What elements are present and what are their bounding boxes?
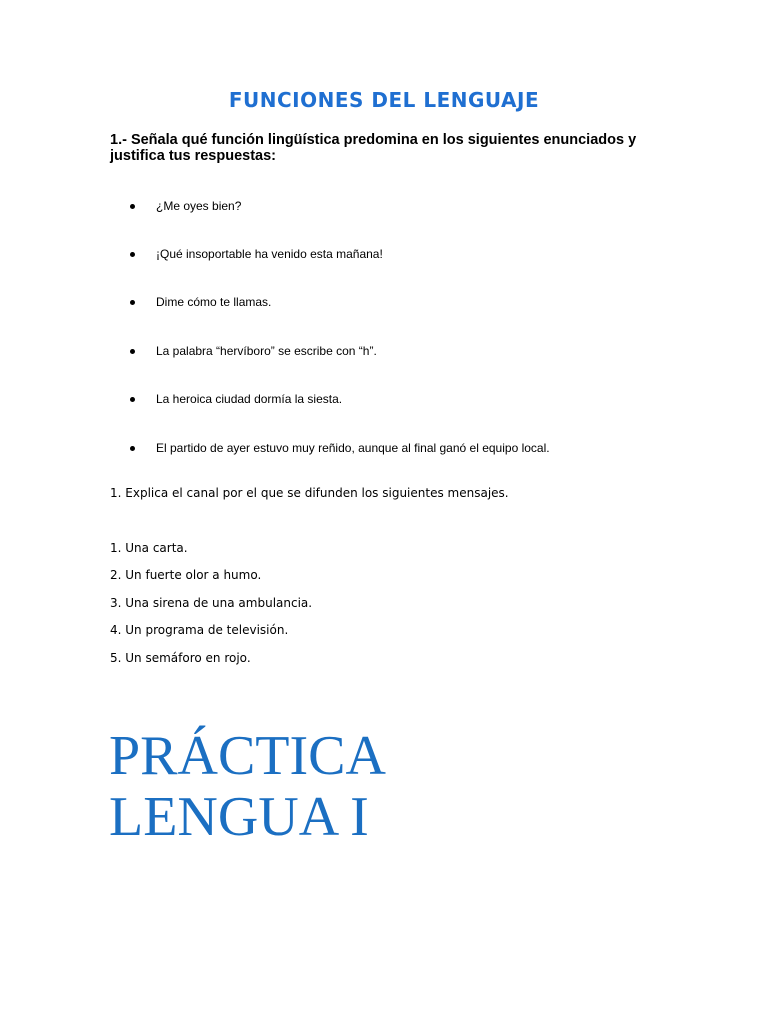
bullet-icon <box>130 349 135 354</box>
exercise-2-prompt: 1. Explica el canal por el que se difunden los siguientes mensajes. <box>110 486 509 500</box>
bullet-icon <box>130 446 135 451</box>
list-item: 4. Un programa de televisión. <box>110 623 289 637</box>
bullet-icon <box>130 300 135 305</box>
list-item-text: El partido de ayer estuvo muy reñido, aunque al final ganó el equipo local. <box>156 441 550 455</box>
exercise-1-prompt: 1.- Señala qué función lingüística predomina en los siguientes enunciados y justifica tus respuestas: <box>110 132 637 164</box>
list-item-text: Dime cómo te llamas. <box>156 295 272 309</box>
bullet-icon <box>130 252 135 257</box>
document-title: FUNCIONES DEL LENGUAJE <box>228 88 540 112</box>
list-item: 1. Una carta. <box>110 541 188 555</box>
list-item-text: La heroica ciudad dormía la siesta. <box>156 392 343 406</box>
cover-title <box>109 726 386 848</box>
list-item: 3. Una sirena de una ambulancia. <box>110 596 313 610</box>
list-item: 5. Un semáforo en rojo. <box>110 651 251 665</box>
bullet-icon <box>130 204 135 209</box>
list-item-text: ¿Me oyes bien? <box>156 199 242 213</box>
list-item-text: La palabra “hervíboro” se escribe con “h”. <box>156 344 377 358</box>
cover-title-line-1: PRÁCTICA <box>109 725 386 787</box>
list-item-text: ¡Qué insoportable ha venido esta mañana! <box>156 247 383 261</box>
list-item: 2. Un fuerte olor a humo. <box>110 568 262 582</box>
bullet-icon <box>130 397 135 402</box>
cover-title-line-2: LENGUA I <box>109 786 369 848</box>
